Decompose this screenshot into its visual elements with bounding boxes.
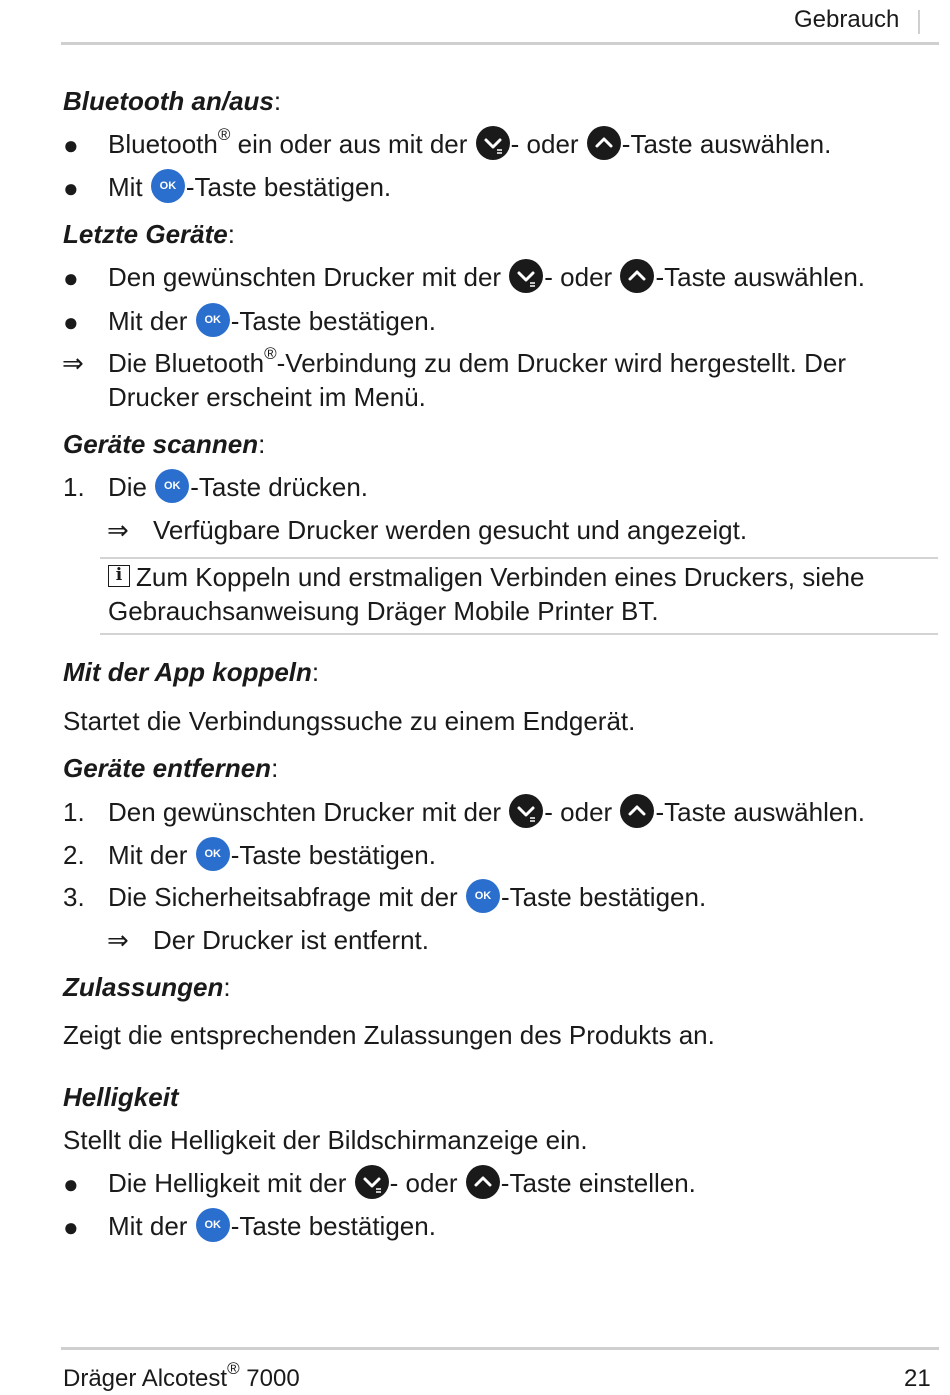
down-button-icon [509, 259, 543, 293]
ok-button-icon: OK [155, 469, 189, 503]
ok-button-icon: OK [466, 879, 500, 913]
brightness-text: Stellt die Helligkeit der Bildschirmanzeige ein. [63, 1125, 588, 1155]
approvals-text: Zeigt die entsprechenden Zulassungen des Produkts an. [63, 1020, 715, 1050]
remove-step-confirm: Mit der OK -Taste bestätigen. [108, 840, 436, 874]
note-top-rule [100, 557, 938, 559]
bullet-marker: ● [63, 1212, 79, 1242]
ok-button-icon: OK [196, 1208, 230, 1242]
up-button-icon [620, 794, 654, 828]
heading-approvals: Zulassungen: [63, 972, 231, 1002]
down-button-icon [476, 126, 510, 160]
heading-bluetooth: Bluetooth an/aus: [63, 86, 282, 116]
header-rule [61, 42, 939, 45]
header-section-title: Gebrauch [794, 6, 900, 33]
header-divider-vertical [918, 10, 920, 34]
remove-step-security: Die Sicherheitsabfrage mit der OK -Taste bestätigen. [108, 882, 706, 916]
heading-brightness: Helligkeit [63, 1082, 179, 1112]
bullet-marker: ● [63, 130, 79, 160]
recent-step-confirm: Mit der OK -Taste bestätigen. [108, 306, 436, 340]
heading-scan-devices: Geräte scannen: [63, 429, 266, 459]
up-button-icon [620, 259, 654, 293]
bullet-marker: ● [63, 263, 79, 293]
note-bottom-rule [100, 633, 938, 635]
down-button-icon [355, 1165, 389, 1199]
ok-button-icon: OK [151, 169, 185, 203]
footer-rule [61, 1347, 939, 1350]
app-pairing-text: Startet die Verbindungssuche zu einem Endgerät. [63, 706, 636, 736]
recent-result-line1: Die Bluetooth®-Verbindung zu dem Drucker wird hergestellt. Der [108, 344, 846, 378]
scan-step-press: Die OK -Taste drücken. [108, 472, 368, 506]
footer-page-number: 21 [904, 1365, 931, 1392]
info-icon: i [108, 565, 130, 587]
recent-step-select: Den gewünschten Drucker mit der - oder -Taste auswählen. [108, 262, 865, 296]
brightness-step-confirm: Mit der OK -Taste bestätigen. [108, 1211, 436, 1245]
step-number: 3. [63, 882, 85, 912]
brightness-step-adjust: Die Helligkeit mit der - oder -Taste einstellen. [108, 1168, 696, 1202]
remove-step-select: Den gewünschten Drucker mit der - oder -Taste auswählen. [108, 797, 865, 831]
step-number: 1. [63, 472, 85, 502]
step-number: 2. [63, 840, 85, 870]
up-button-icon [466, 1165, 500, 1199]
info-note-line1: i Zum Koppeln und erstmaligen Verbinden eines Druckers, siehe [108, 562, 864, 592]
remove-result: Der Drucker ist entfernt. [153, 925, 429, 955]
bluetooth-step-select: Bluetooth® ein oder aus mit der - oder -Taste auswählen. [108, 125, 832, 159]
bullet-marker: ● [63, 307, 79, 337]
bullet-marker: ● [63, 173, 79, 203]
scan-result: Verfügbare Drucker werden gesucht und angezeigt. [153, 515, 748, 545]
heading-remove-devices: Geräte entfernen: [63, 753, 279, 783]
up-button-icon [587, 126, 621, 160]
heading-recent-devices: Letzte Geräte: [63, 219, 235, 249]
ok-button-icon: OK [196, 837, 230, 871]
footer-product-name: Dräger Alcotest® 7000 [63, 1359, 300, 1392]
result-arrow: ⇒ [107, 515, 129, 545]
heading-app-pairing: Mit der App koppeln: [63, 657, 320, 687]
recent-result-line2: Drucker erscheint im Menü. [108, 382, 426, 412]
result-arrow: ⇒ [107, 925, 129, 955]
step-number: 1. [63, 797, 85, 827]
bluetooth-step-confirm: Mit OK -Taste bestätigen. [108, 172, 391, 206]
bullet-marker: ● [63, 1169, 79, 1199]
result-arrow: ⇒ [62, 348, 84, 378]
ok-button-icon: OK [196, 303, 230, 337]
info-note-line2: Gebrauchsanweisung Dräger Mobile Printer BT. [108, 596, 659, 626]
down-button-icon [509, 794, 543, 828]
